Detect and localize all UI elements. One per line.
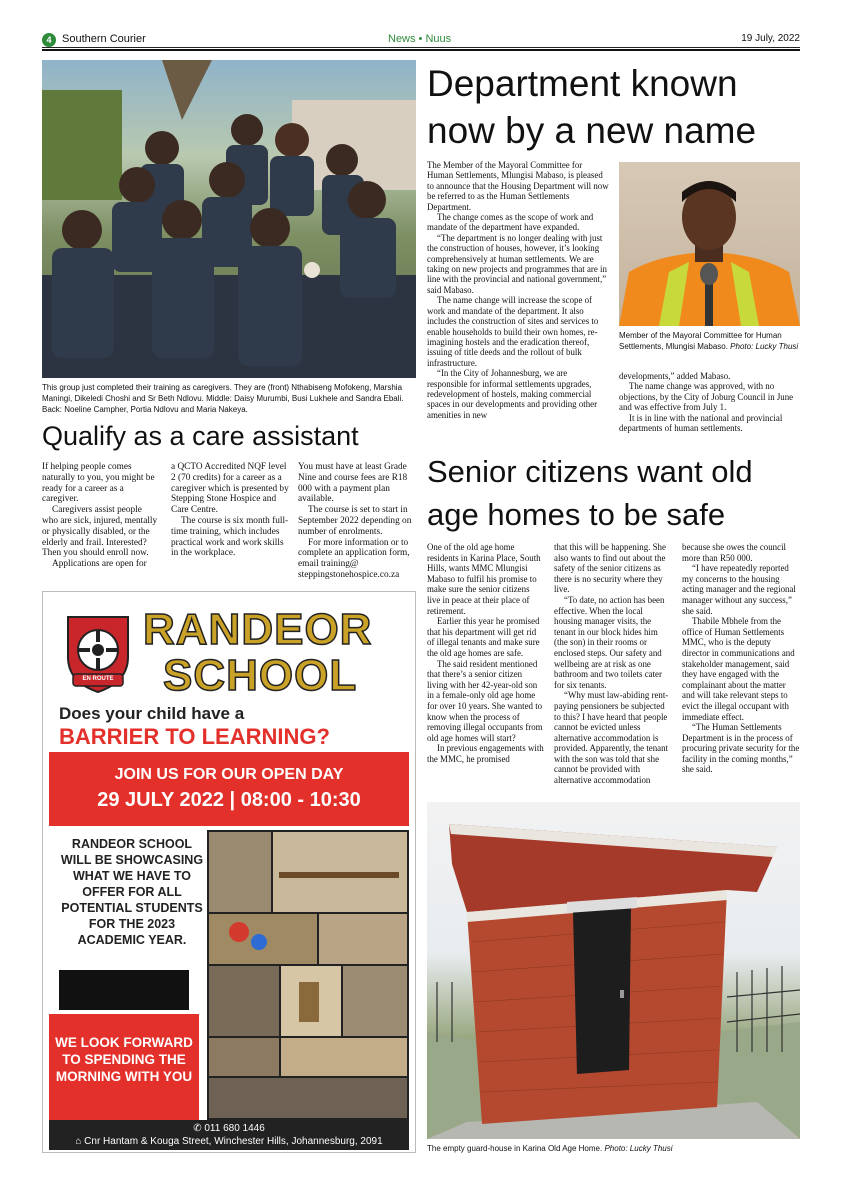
crest-motto: EN ROUTE: [82, 676, 114, 682]
care-column-1: [42, 462, 160, 570]
randeor-school-advert: [42, 591, 416, 1153]
dept-column-2: [619, 371, 800, 433]
collage-illustration: [209, 832, 407, 1118]
senior-paragraph: “I have repeatedly reported my concerns to the housing acting manager and the regional manager without any success,” she said.: [682, 563, 796, 616]
header-rule: [42, 47, 800, 48]
section-name: News • Nuus: [388, 33, 452, 45]
care-headline: Qualify as a care assistant: [42, 421, 359, 451]
senior-paragraph: because she owes the council more than R50 000.: [682, 542, 786, 563]
dept-paragraph: The Member of the Mayoral Committee for Human Settlements, Mlungisi Mabaso, is pleased to announce that the Housing Department will now be referred to as the Human Settlements Department.: [427, 160, 609, 212]
mabaso-caption-text: Member of the Mayoral Committee for Human Settlements, Mlungisi Mabaso.: [619, 331, 782, 351]
mabaso-photo-credit: Photo: Lucky Thusi: [730, 342, 799, 351]
dept-column-1: [427, 160, 609, 420]
dept-paragraph: “The department is no longer dealing with just the construction of houses, however, it’s looking comprehensively at human settlements. We are taking on new projects and programmes that are in line with the provincial and national government,” said Mabaso.: [427, 232, 607, 295]
care-paragraph: The course is six month full-time training, which includes practical work and work skills in the workplace.: [171, 515, 289, 559]
senior-paragraph: “Why must law-abiding rent-paying pensioners be subjected to this? I have heard that people cannot be evicted unless alternative accommodation is provided. Apparently, the tenant with the son was told that she cannot be provided with alternative accommodation: [554, 690, 669, 786]
senior-paragraph: The said resident mentioned that there’s a senior citizen living with her 42-year-old son in a female-only old age home for over 10 years. She wanted to know when the process of removing illegal occupants from old age homes will start?: [427, 658, 543, 743]
senior-paragraph: “The Human Settlements Department is in the process of procuring private security for the facility in the coming months,” she said.: [682, 722, 800, 775]
guard-house-illustration: [427, 802, 800, 1139]
dept-paragraph: The name change will increase the scope of work and mandate of the department. It also includes the construction of sites and services to enable households to build their own homes, re-imagining hostels and the eradication thereof, issuing of title deeds and the rollout of bulk infrastructure.: [427, 295, 599, 368]
ad-phone: 011 680 1446: [204, 1123, 265, 1134]
caregivers-illustration: [42, 60, 416, 378]
senior-column-3: [682, 542, 800, 775]
open-day-banner: [49, 752, 409, 826]
ad-footer-bar: [49, 1120, 409, 1150]
senior-paragraph: Earlier this year he promised that his department will get rid of illegal tenants and make sure the old age homes are safe.: [427, 616, 540, 658]
open-day-text: JOIN US FOR OUR OPEN DAY: [114, 766, 344, 783]
guard-house-caption-text: The empty guard-house in Karina Old Age Home.: [427, 1144, 603, 1153]
open-day-date: 29 JULY 2022 | 08:00 - 10:30: [97, 789, 361, 811]
caregivers-caption: This group just completed their training as caregivers. They are (front) Nthabiseng Mofokeng, Marshia Maningi, Dikeledi Choshi and Sr Beth Ndlovu. Middle: Daisy Murumbi, Busi Lukhele and Sandra Ebali. Back: Noeline Campher, Portia Ndlovu and Maria Nakeya.: [42, 383, 404, 414]
senior-paragraph: In previous engagements with the MMC, he promised: [427, 743, 544, 764]
care-paragraph: You must have at least Grade Nine and course fees are R18 000 with a payment plan available.: [298, 462, 408, 505]
mabaso-caption: [619, 330, 800, 352]
ad-phone-row: [49, 1120, 409, 1135]
school-crest-icon: [63, 612, 133, 696]
page-number: 4: [42, 33, 56, 47]
ad-showcase-text: RANDEOR SCHOOL WILL BE SHOWCASING WHAT WE HAVE TO OFFER FOR ALL POTENTIAL STUDENTS FOR THE 2023 ACADEMIC YEAR.: [60, 837, 204, 947]
ad-title-school: SCHOOL: [163, 651, 358, 700]
care-paragraph: For more information or to complete an application form, email training@ steppingstonehospice.co.za: [298, 537, 410, 580]
look-forward-box: WE LOOK FORWARD TO SPENDING THE MORNING WITH YOU: [49, 1014, 199, 1120]
care-paragraph: a QCTO Accredited NQF level 2 (70 credits) for a career as a caregiver which is presented by Stepping Stone Hospice and Care Centre.: [171, 462, 289, 516]
guard-house-photo: [427, 802, 800, 1139]
senior-headline: Senior citizens want old age homes to be safe: [427, 454, 753, 532]
dept-paragraph: “In the City of Johannesburg, we are responsible for informal settlements upgrades, redevelopment of hostels, making commercial spaces in our developments and providing other amenities in new: [427, 368, 598, 420]
home-icon: ⌂: [75, 1136, 82, 1147]
care-paragraph: Caregivers assist people who are sick, injured, mentally or physically disabled, or the elderly and frail. Interested? Then you should enroll now.: [42, 505, 158, 559]
senior-paragraph: “To date, no action has been effective. When the local housing manager visits, the tenant in our block hides him (the son) in their rooms or enclosed steps. Our safety and wellbeing are at risk as one bathroom and two toilets cater for six tenants.: [554, 594, 665, 690]
phone-icon: ✆: [193, 1123, 202, 1134]
ad-barrier: BARRIER TO LEARNING?: [59, 724, 330, 749]
senior-paragraph: One of the old age home residents in Karina Place, South Hills, wants MMC Mlungisi Mabaso to fulfil his promise to make sure the senior citizens live in peace at their place of retirement.: [427, 542, 541, 616]
dept-headline: Department known now by a new name: [427, 63, 757, 151]
ad-title-randeor: RANDEOR: [143, 605, 373, 654]
mabaso-illustration: [619, 162, 800, 326]
senior-column-2: [554, 542, 671, 786]
care-column-2: [171, 462, 289, 559]
care-paragraph: If helping people comes naturally to you, you might be ready for a career as a caregiver.: [42, 462, 155, 505]
dept-paragraph: It is in line with the national and provincial departments of human settlements.: [619, 412, 783, 434]
caregivers-group-photo: [42, 60, 416, 378]
guard-house-photo-credit: Photo: Lucky Thusi: [604, 1144, 673, 1153]
ad-address: Cnr Hantam & Kouga Street, Winchester Hills, Johannesburg, 2091: [84, 1136, 383, 1147]
mabaso-portrait-photo: [619, 162, 800, 326]
issue-date: 19 July, 2022: [741, 33, 800, 44]
school-photo-collage: [207, 830, 409, 1120]
ad-question: Does your child have a: [59, 704, 245, 723]
newspaper-name: Southern Courier: [62, 33, 146, 45]
senior-paragraph: that this will be happening. She also wants to find out about the safety of the senior citizens as there is no security where they live.: [554, 542, 666, 595]
care-column-3: [298, 462, 416, 581]
senior-paragraph: Thabile Mbhele from the office of Human Settlements MMC, who is the deputy director in communications and stakeholder management, said they have engaged with the complainant about the matter and will take relevant steps to evict the illegal occupant with immediate effect.: [682, 616, 795, 722]
dept-paragraph: The name change was approved, with no objections, by the City of Joburg Council in June and was effective from July 1.: [619, 381, 794, 413]
dept-paragraph: developments,” added Mabaso.: [619, 371, 731, 381]
header-rule-thick: [42, 49, 800, 51]
page-header: [42, 33, 800, 51]
guard-house-caption: [427, 1143, 800, 1154]
care-paragraph: Applications are open for: [52, 559, 147, 570]
senior-column-1: [427, 542, 544, 764]
dept-paragraph: The change comes as the scope of work and mandate of the department have expanded.: [427, 212, 594, 233]
ad-black-block: [59, 970, 189, 1010]
ad-address-row: [49, 1135, 409, 1148]
care-paragraph: The course is set to start in September 2022 depending on number of enrolments.: [298, 505, 412, 537]
